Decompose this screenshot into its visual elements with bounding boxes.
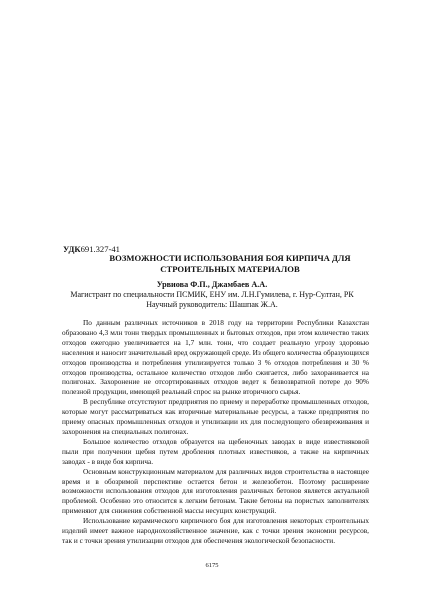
article-title: ВОЗМОЖНОСТИ ИСПОЛЬЗОВАНИЯ БОЯ КИРПИЧА ДЛЯ СТРОИТЕЛЬНЫХ МАТЕРИАЛОВ [109, 253, 351, 274]
authors: Урвиова Ф.П., Джамбаев А.А. [156, 280, 268, 289]
supervisor: Научный руководитель: Шашпак Ж.А. [146, 300, 278, 309]
affiliation: Магистрант по специальности ПСМИК, ЕНУ им. Л.Н.Гумилева, г. Нур-Султан, РК [70, 290, 354, 299]
udk-label: УДК [63, 244, 81, 254]
paragraph: Основным конструкционным материалом для различных видов строительства в настоящее время и в обозримой перспективе остается бетон и железобетон. Поэтому расширение возможности использования отходов для изготовления различных бетонов является актуальной проблемой. Особенно это относится к легким бетонам. Такие бетоны на пористых заполнителях применяют для снижения собственной массы несущих конструкций. [62, 466, 369, 516]
udk-code: 691.327-41 [80, 244, 120, 254]
paragraph: По данным различных источников в 2018 году на территории Республики Казахстан образовано 4,3 млн тонн твердых промышленных и бытовых отходов, при этом количество таких отходов ежегодно увеличивается на 1,7 млн. тонн, что создает реальную угрозу здоровью населения и наносит значительный вред окружающей среде. Из общего количества образующихся отходов производства и потребления утилизируется только 3 % отходов потребления и 30 % отходов производства, остальное количество отходов либо сжигается, либо захоранивается на полигонах. Захоронение не отсортированных отходов ведет к безвозвратной потере до 90% полезной продукции, имеющей реальный спрос на рынке вторичного сырья. [62, 318, 369, 397]
article-body [62, 318, 369, 546]
paragraph: Использование керамического кирпичного боя для изготовления некоторых строительных изделий имеет важное народнохозяйственное значение, как с точки зрения экономии ресурсов, так и с точки зрения утилизации отходов для обеспечения экологической безопасности. [62, 516, 369, 545]
paragraph: Большое количество отходов образуется на щебеночных заводах в виде известняковой пыли при получении щебня путем дробления плотных известняков, а также на кирпичных заводах - в виде боя кирпича. [62, 436, 369, 466]
affiliation-block [0, 290, 424, 310]
page-number: 6175 [205, 562, 219, 569]
paragraph: В республике отсутствуют предприятия по приему и переработке промышленных отходов, которые могут рассматриваться как вторичные материальные ресурсы, а также предприятия по приему опасных промышленных отходов и утилизации их для последующего обезвреживания и захоронения на специальных полигонах. [62, 397, 369, 436]
